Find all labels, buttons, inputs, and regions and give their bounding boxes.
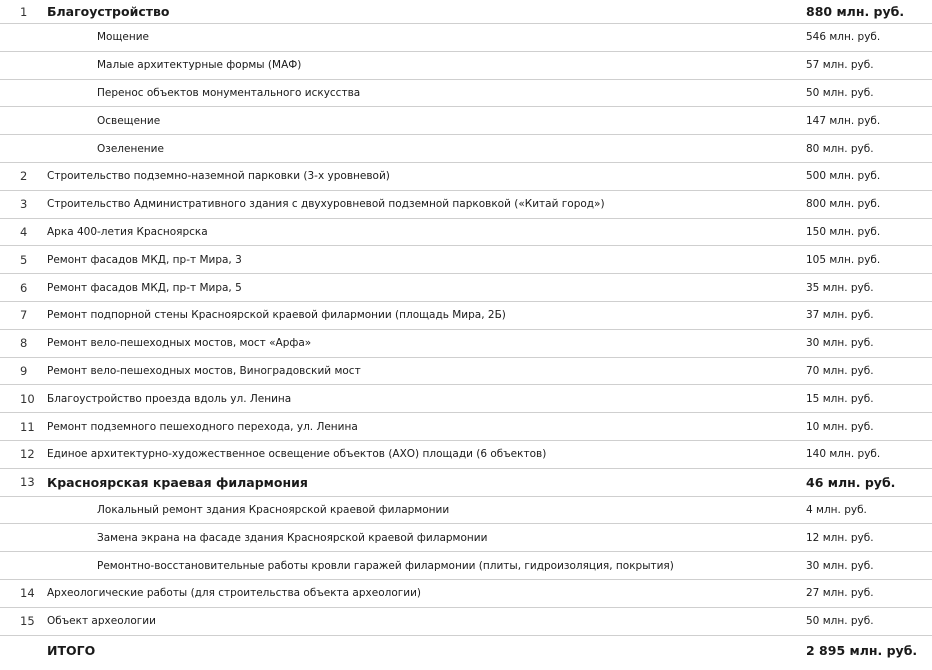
item-name: Ремонт вело-пешеходных мостов, мост «Арфа» [47, 337, 312, 350]
row-number [20, 552, 40, 579]
item-name: Благоустройство проезда вдоль ул. Ленина [47, 392, 292, 405]
item-name: Арка 400-летия Красноярска [47, 225, 208, 238]
table-row [0, 608, 932, 636]
item-cost: 50 млн. руб. [806, 86, 874, 99]
row-number: 14 [20, 586, 35, 601]
item-name: Строительство Административного здания с двухуровневой подземной парковкой («Китай город») [47, 198, 605, 211]
item-cost: 4 млн. руб. [806, 503, 867, 516]
item-cost: 10 млн. руб. [806, 420, 874, 433]
table-row [0, 191, 932, 219]
row-number [20, 52, 40, 79]
row-number: 6 [20, 280, 28, 295]
row-number [20, 80, 40, 107]
sub-row [0, 52, 932, 80]
row-number: 3 [20, 197, 28, 212]
row-number: 8 [20, 336, 28, 351]
item-cost: 140 млн. руб. [806, 448, 881, 461]
table-row [0, 385, 932, 413]
item-cost: 27 млн. руб. [806, 587, 874, 600]
item-name: Ремонт подпорной стены Красноярской краевой филармонии (площадь Мира, 2Б) [47, 309, 506, 322]
sub-row [0, 107, 932, 135]
row-number: 1 [20, 4, 28, 19]
item-name: Малые архитектурные формы (МАФ) [97, 59, 302, 72]
item-cost: 12 млн. руб. [806, 531, 874, 544]
table-row [0, 219, 932, 247]
row-number: 13 [20, 475, 35, 490]
item-cost: 37 млн. руб. [806, 309, 874, 322]
row-number: 7 [20, 308, 28, 323]
row-number: 4 [20, 224, 28, 239]
item-name: Ремонтно-восстановительные работы кровли гаражей филармонии (плиты, гидроизоляция, покрытия) [97, 559, 674, 572]
item-name: Благоустройство [47, 4, 170, 19]
row-number [20, 636, 40, 666]
item-name: Перенос объектов монументального искусства [97, 86, 361, 99]
item-name: Озеленение [97, 142, 164, 155]
table-row [0, 358, 932, 386]
table-row [0, 246, 932, 274]
item-name: Ремонт фасадов МКД, пр-т Мира, 5 [47, 281, 242, 294]
item-cost: 147 млн. руб. [806, 114, 881, 127]
item-cost: 500 млн. руб. [806, 170, 881, 183]
item-cost: 35 млн. руб. [806, 281, 874, 294]
row-number: 5 [20, 252, 28, 267]
item-name: Красноярская краевая филармония [47, 474, 308, 490]
total-value: 2 895 млн. руб. [806, 643, 918, 659]
item-name: Объект археологии [47, 615, 156, 628]
table-row [0, 413, 932, 441]
item-name: Ремонт подземного пешеходного перехода, ул. Ленина [47, 420, 358, 433]
table-row [0, 274, 932, 302]
sub-row [0, 552, 932, 580]
item-cost: 15 млн. руб. [806, 392, 874, 405]
item-name: Строительство подземно-наземной парковки (3-х уровневой) [47, 170, 390, 183]
sub-row [0, 24, 932, 52]
item-cost: 880 млн. руб. [806, 4, 905, 19]
row-number [20, 497, 40, 524]
item-cost: 70 млн. руб. [806, 364, 874, 377]
item-name: Освещение [97, 114, 161, 127]
item-cost: 150 млн. руб. [806, 225, 881, 238]
item-name: Замена экрана на фасаде здания Красноярской краевой филармонии [97, 531, 488, 544]
item-cost: 57 млн. руб. [806, 59, 874, 72]
sub-row [0, 80, 932, 108]
item-cost: 800 млн. руб. [806, 198, 881, 211]
row-number [20, 135, 40, 162]
item-name: Локальный ремонт здания Красноярской краевой филармонии [97, 503, 450, 516]
item-cost: 30 млн. руб. [806, 559, 874, 572]
table-row [0, 469, 932, 497]
table-row [0, 441, 932, 469]
table-row [0, 163, 932, 191]
row-number [20, 107, 40, 134]
item-name: Единое архитектурно-художественное освещение объектов (АХО) площади (6 объектов) [47, 448, 547, 461]
table-row [0, 0, 932, 24]
total-label: ИТОГО [47, 643, 96, 659]
item-cost: 80 млн. руб. [806, 142, 874, 155]
item-name: Ремонт фасадов МКД, пр-т Мира, 3 [47, 253, 242, 266]
table-row [0, 330, 932, 358]
row-number: 15 [20, 614, 35, 629]
sub-row [0, 135, 932, 163]
row-number [20, 524, 40, 551]
table-row [0, 302, 932, 330]
sub-row [0, 497, 932, 525]
item-cost: 50 млн. руб. [806, 615, 874, 628]
item-name: Мощение [97, 31, 149, 44]
table-row [0, 580, 932, 608]
item-cost: 546 млн. руб. [806, 31, 881, 44]
item-name: Археологические работы (для строительства объекта археологии) [47, 587, 422, 600]
item-name: Ремонт вело-пешеходных мостов, Виноградовский мост [47, 364, 361, 377]
row-number: 12 [20, 447, 35, 462]
row-number: 10 [20, 391, 35, 406]
sub-row [0, 524, 932, 552]
row-number: 11 [20, 419, 35, 434]
item-cost: 46 млн. руб. [806, 474, 896, 490]
item-cost: 105 млн. руб. [806, 253, 881, 266]
item-cost: 30 млн. руб. [806, 337, 874, 350]
row-number [20, 24, 40, 51]
row-number: 2 [20, 169, 28, 184]
total-row [0, 636, 932, 666]
row-number: 9 [20, 363, 28, 378]
